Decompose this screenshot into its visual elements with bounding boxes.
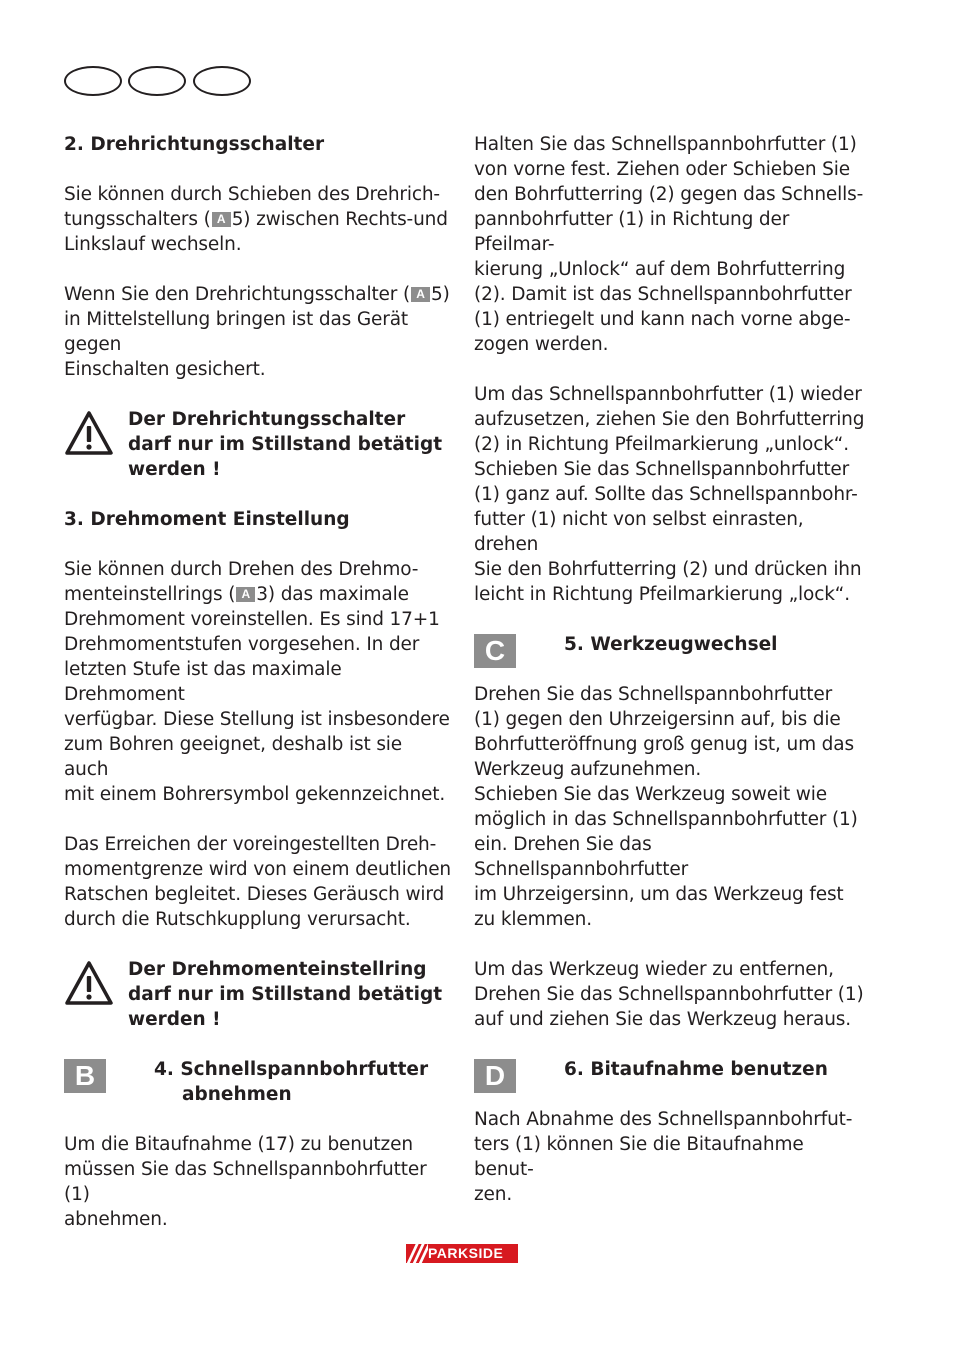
section-heading: 3. Drehmoment Einstellung bbox=[64, 509, 350, 530]
paragraph: Wenn Sie den Drehrichtungsschalter ( A 5) in Mittelstellung bringen ist das Gerät gegen Einschalten gesichert. bbox=[64, 284, 450, 380]
section-heading: 5. Werkzeugwechsel bbox=[564, 634, 778, 655]
section-header-c bbox=[474, 632, 866, 682]
section-heading: 6. Bitaufnahme benutzen bbox=[564, 1059, 828, 1080]
paragraph: Nach Abnahme des Schnellspannbohrfut- ters (1) können Sie die Bitaufnahme benut- zen. bbox=[474, 1109, 853, 1205]
section-header-d bbox=[474, 1057, 866, 1107]
figure-ref-icon: A bbox=[212, 212, 231, 227]
logo-stripes-icon bbox=[406, 1244, 428, 1263]
figure-ref-icon: A bbox=[411, 287, 430, 302]
section-heading: 4. Schnellspannbohrfutter abnehmen bbox=[154, 1059, 429, 1105]
paragraph: Drehen Sie das Schnellspannbohrfutter (1) gegen den Uhrzeigersinn auf, bis die Bohrfutteröffnung groß genug ist, um das Werkzeug aufzunehmen. Schieben Sie das Werkzeug soweit wie möglich in das Schnellspannbohrfutter (1) ein. Drehen Sie das Schnellspannbohrfutter im Uhrzeigersinn, um das Werkzeug fest zu klemmen. bbox=[474, 684, 858, 930]
figure-label-d: D bbox=[474, 1059, 516, 1093]
figure-ref-icon: A bbox=[236, 587, 255, 602]
warning-note: Der Drehmomenteinstellring darf nur im Stillstand betätigt werden ! bbox=[64, 957, 452, 1032]
warning-icon bbox=[64, 959, 114, 1009]
paragraph: Um das Werkzeug wieder zu entfernen, Drehen Sie das Schnellspannbohrfutter (1) auf und ziehen Sie das Werkzeug heraus. bbox=[474, 959, 864, 1030]
section-heading: 2. Drehrichtungsschalter bbox=[64, 134, 325, 155]
section-header-b bbox=[64, 1057, 452, 1107]
paragraph: Um die Bitaufnahme (17) zu benutzen müssen Sie das Schnellspannbohrfutter (1) abnehmen. bbox=[64, 1134, 427, 1230]
language-oval bbox=[128, 66, 186, 96]
warning-note: Der Drehrichtungsschalter darf nur im Stillstand betätigt werden ! bbox=[64, 407, 452, 482]
paragraph: Halten Sie das Schnellspannbohrfutter (1) von vorne fest. Ziehen oder Schieben Sie den Bohrfutterring (2) gegen das Schnells- pannbohrfutter (1) in Richtung der Pfeilmar- kierung „Unlock“ auf dem Bohrfutterring (2). Damit ist das Schnellspannbohrfutter (1) entriegelt und kann nach vorne abge- zogen werden. bbox=[474, 134, 864, 355]
language-oval bbox=[193, 66, 251, 96]
logo-text: PARKSIDE bbox=[428, 1245, 504, 1261]
paragraph: Sie können durch Drehen des Drehmo- menteinstellrings ( A 3) das maximale Drehmoment voreinstellen. Es sind 17+1 Drehmomentstufen vorgesehen. In der letzten Stufe ist das maximale Drehmoment verfügbar. Diese Stellung ist insbesondere zum Bohren geeignet, deshalb ist sie auch mit einem Bohrersymbol gekennzeichnet. bbox=[64, 559, 450, 805]
figure-label-b: B bbox=[64, 1059, 106, 1093]
right-column bbox=[474, 132, 866, 1207]
paragraph: Sie können durch Schieben des Drehrich- tungsschalters ( A 5) zwischen Rechts-und Linkslauf wechseln. bbox=[64, 184, 448, 255]
paragraph: Um das Schnellspannbohrfutter (1) wieder aufzusetzen, ziehen Sie den Bohrfutterring (2) in Richtung Pfeilmarkierung „unlock“. Schieben Sie das Schnellspannbohrfutter (1) ganz auf. Sollte das Schnellspannbohr- futter (1) nicht von selbst einrasten, drehen Sie den Bohrfutterring (2) und drücken ihn leicht in Richtung Pfeilmarkierung „lock“. bbox=[474, 384, 865, 605]
figure-label-c: C bbox=[474, 634, 516, 668]
warning-icon bbox=[64, 409, 114, 459]
language-oval bbox=[64, 66, 122, 96]
left-column bbox=[64, 132, 452, 1232]
paragraph: Das Erreichen der voreingestellten Dreh- momentgrenze wird von einem deutlichen Ratschen begleitet. Dieses Geräusch wird durch die Rutschkupplung verursacht. bbox=[64, 834, 452, 930]
parkside-logo bbox=[406, 1244, 518, 1263]
